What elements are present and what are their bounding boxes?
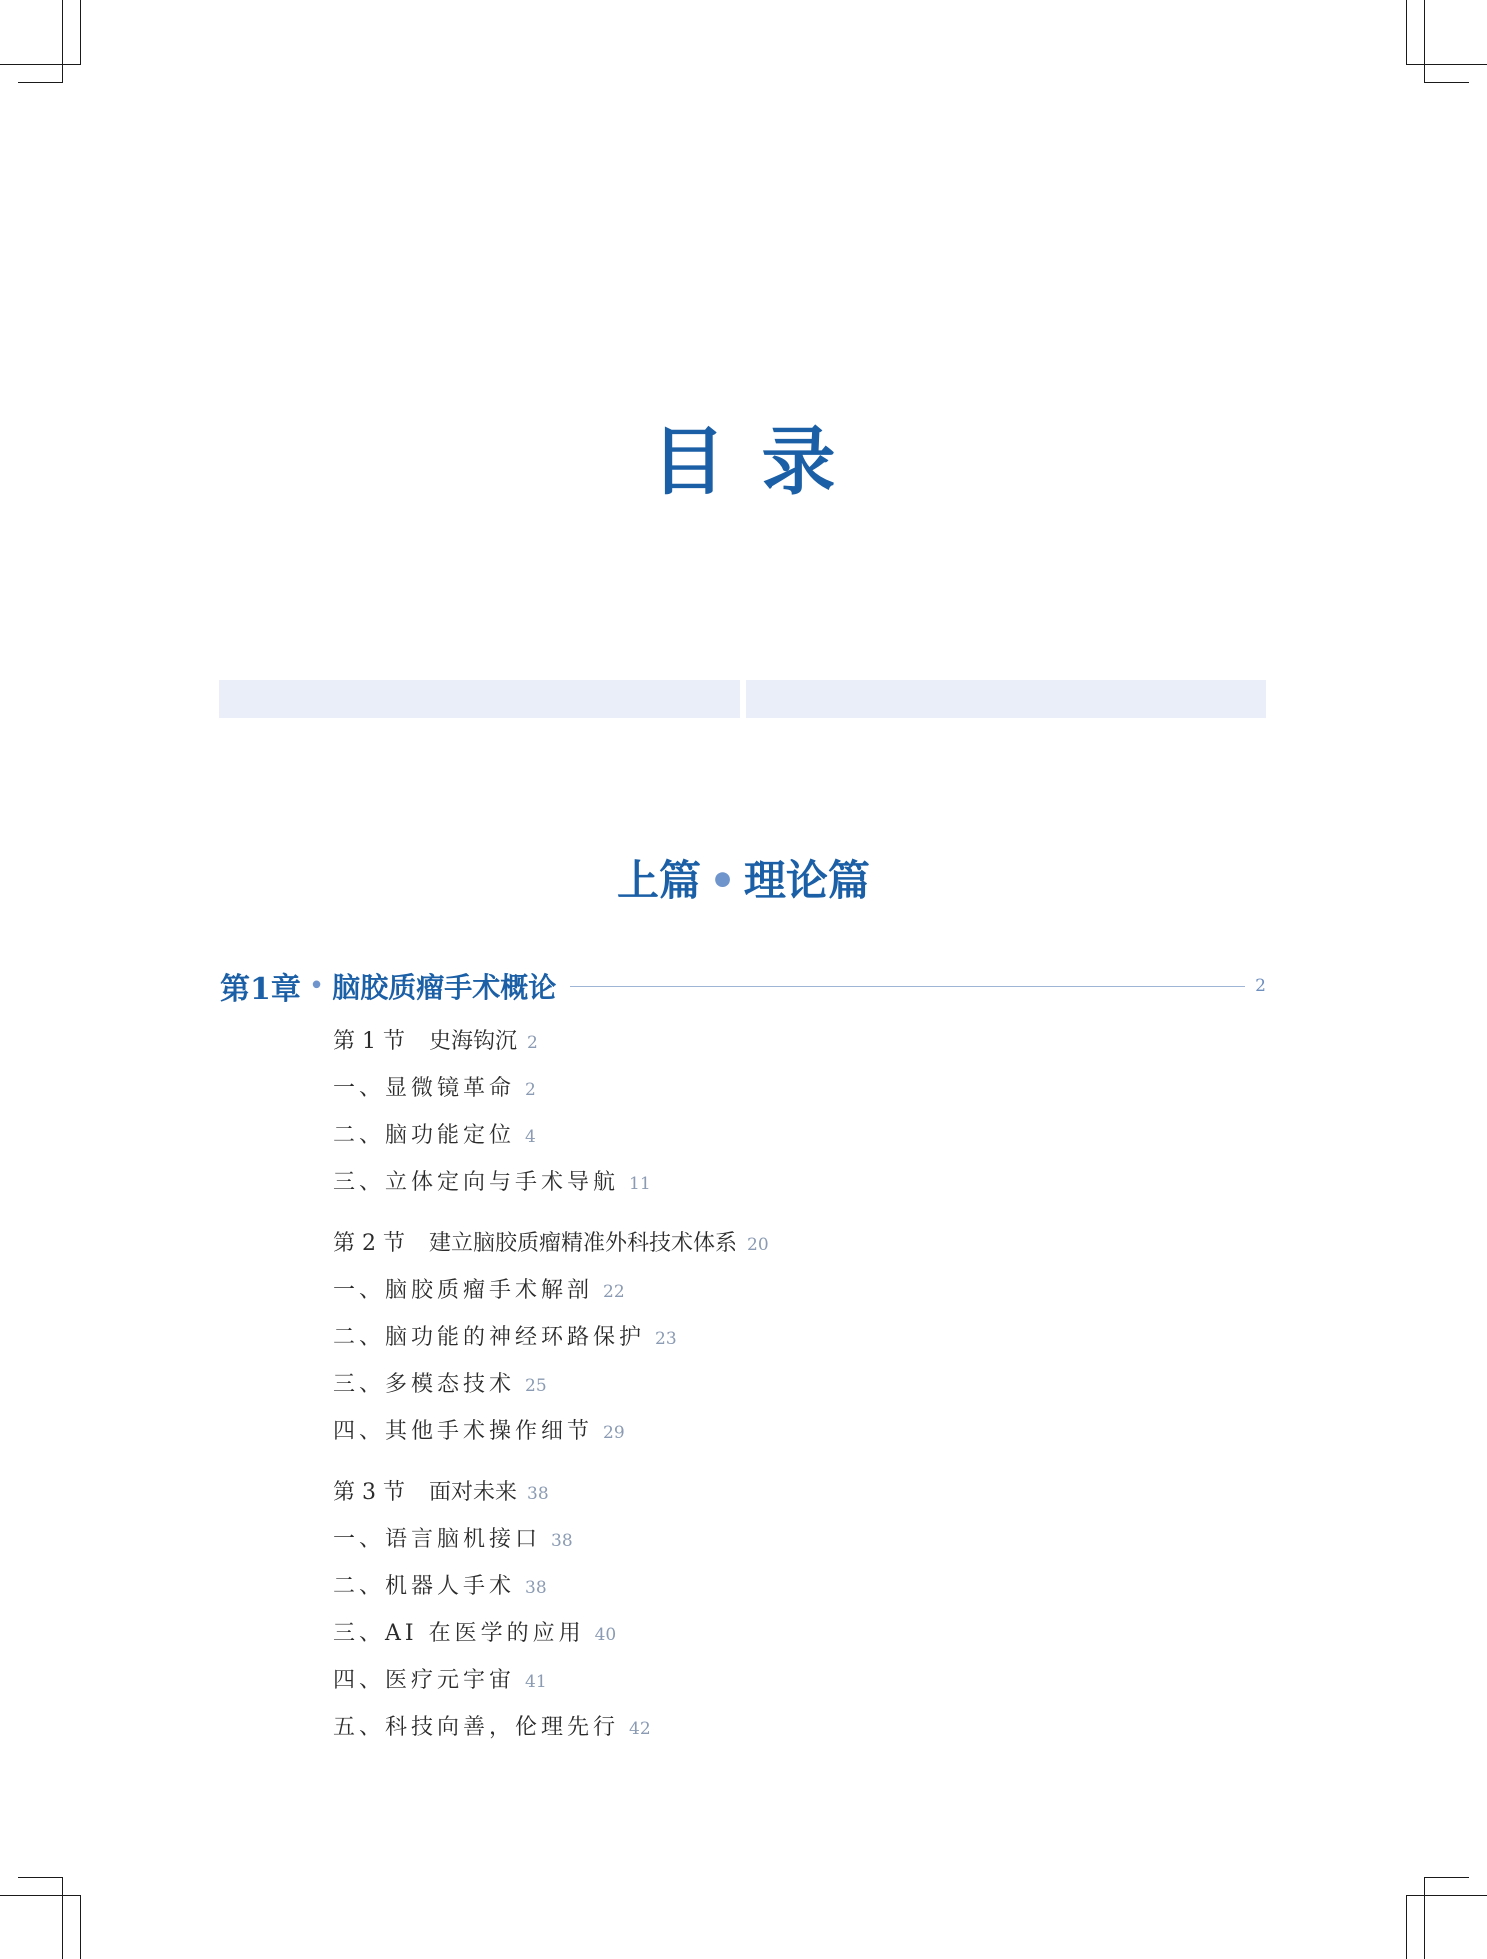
chapter-title: 脑胶质瘤手术概论 [332, 971, 557, 1004]
toc-item-page: 25 [525, 1376, 547, 1396]
toc-item-label: 一、显微镜革命 [333, 1076, 516, 1101]
toc-item-page: 2 [525, 1080, 536, 1100]
toc-item-label: 五、科技向善，伦理先行 [333, 1715, 620, 1740]
toc-item[interactable] [333, 1065, 769, 1112]
toc-item[interactable] [333, 1159, 769, 1206]
toc-item-label: 三、多模态技术 [333, 1372, 516, 1397]
section-entry[interactable] [333, 1220, 769, 1267]
section-entry[interactable] [333, 1018, 769, 1065]
chapter-page-number: 2 [1255, 976, 1266, 996]
toc-item-page: 11 [629, 1174, 651, 1194]
toc-item[interactable] [333, 1657, 769, 1704]
toc-item-page: 41 [525, 1672, 547, 1692]
toc-item-page: 29 [603, 1423, 625, 1443]
toc-item-label: 一、脑胶质瘤手术解剖 [333, 1278, 594, 1303]
section-title: 建立脑胶质瘤精准外科技术体系 [428, 1231, 737, 1256]
chapter-number: 第1章 [220, 972, 301, 1007]
toc-item-label: 二、脑功能的神经环路保护 [333, 1325, 646, 1350]
toc-item-page: 4 [525, 1127, 536, 1147]
toc-section [333, 1018, 769, 1206]
section-page-number: 20 [747, 1235, 769, 1255]
toc-item[interactable] [333, 1704, 769, 1751]
toc-item[interactable] [333, 1563, 769, 1610]
section-entry[interactable] [333, 1469, 769, 1516]
section-page-number: 2 [527, 1033, 538, 1053]
toc-item-page: 22 [603, 1282, 625, 1302]
toc-item[interactable] [333, 1112, 769, 1159]
table-of-contents [333, 1018, 769, 1765]
toc-item[interactable] [333, 1267, 769, 1314]
toc-item-page: 38 [551, 1531, 573, 1551]
toc-item-label: 三、AI 在医学的应用 [333, 1621, 585, 1646]
section-number: 第 3 节 [333, 1480, 405, 1505]
toc-section [333, 1469, 769, 1751]
part-heading [0, 856, 1487, 905]
toc-item-page: 42 [629, 1719, 651, 1739]
toc-item[interactable] [333, 1408, 769, 1455]
decorative-band-left [219, 680, 740, 718]
toc-item[interactable] [333, 1361, 769, 1408]
toc-item[interactable] [333, 1516, 769, 1563]
leader-line [570, 986, 1245, 987]
toc-item-label: 一、语言脑机接口 [333, 1527, 542, 1552]
toc-item-label: 二、机器人手术 [333, 1574, 516, 1599]
section-title: 史海钩沉 [428, 1029, 517, 1054]
section-page-number: 38 [527, 1484, 549, 1504]
separator-dot-icon: • [709, 856, 736, 905]
chapter-entry[interactable] [220, 966, 1266, 1006]
toc-item-page: 38 [525, 1578, 547, 1598]
toc-item-page: 40 [594, 1625, 617, 1645]
toc-item[interactable] [333, 1610, 769, 1657]
part-label: 上篇 [617, 856, 702, 905]
part-name: 理论篇 [743, 856, 870, 905]
section-number: 第 1 节 [333, 1029, 405, 1054]
section-number: 第 2 节 [333, 1231, 405, 1256]
page-title: 目录 [651, 419, 872, 505]
toc-item-label: 四、其他手术操作细节 [333, 1419, 594, 1444]
toc-item-label: 二、脑功能定位 [333, 1123, 516, 1148]
toc-item-page: 23 [655, 1329, 677, 1349]
section-title: 面对未来 [428, 1480, 517, 1505]
toc-item[interactable] [333, 1314, 769, 1361]
toc-item-label: 四、医疗元宇宙 [333, 1668, 516, 1693]
toc-item-label: 三、立体定向与手术导航 [333, 1170, 620, 1195]
separator-dot-icon: • [308, 971, 325, 1001]
toc-section [333, 1220, 769, 1455]
decorative-band-right [746, 680, 1266, 718]
